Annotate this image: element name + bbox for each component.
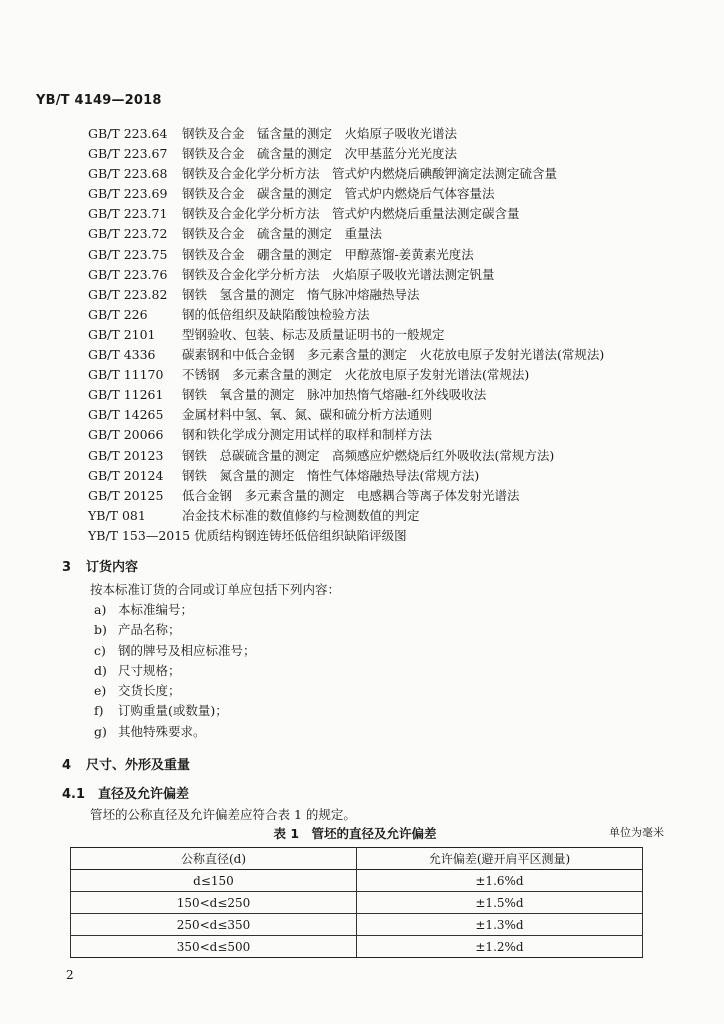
reference-code: GB/T 223.64 <box>88 126 168 141</box>
table-cell: ±1.6%d <box>357 870 643 892</box>
section-4-1-body: 管坯的公称直径及允许偏差应符合表 1 的规定。 <box>90 807 356 822</box>
reference-title: 钢铁及合金化学分析方法 火焰原子吸收光谱法测定钒量 <box>182 266 495 282</box>
section-title: 直径及允许偏差 <box>98 787 190 802</box>
list-item-text: 本标准编号； <box>118 602 194 617</box>
list-marker: a) <box>94 602 107 617</box>
list-marker: e) <box>94 683 107 699</box>
reference-code: GB/T 11170 <box>88 367 164 383</box>
list-item <box>94 681 256 701</box>
list-marker: f) <box>94 703 104 719</box>
reference-title: 钢铁及合金 硫含量的测定 次甲基蓝分光光度法 <box>182 146 458 162</box>
table-row <box>71 914 643 936</box>
reference-code: GB/T 20123 <box>88 447 164 463</box>
order-content-list <box>94 600 256 742</box>
list-item <box>94 722 256 742</box>
reference-title: 不锈钢 多元素含量的测定 火花放电原子发射光谱法(常规法) <box>182 367 530 383</box>
reference-item <box>88 526 688 546</box>
reference-item <box>88 265 688 285</box>
table-cell: 150<d≤250 <box>71 892 357 914</box>
list-item-text: 其他特殊要求。 <box>118 723 206 739</box>
reference-title: 低合金钢 多元素含量的测定 电感耦合等离子体发射光谱法 <box>182 487 520 503</box>
reference-code: YB/T 081 <box>88 507 146 523</box>
reference-item <box>88 245 688 265</box>
reference-title: 钢铁 氢含量的测定 惰气脉冲熔融热导法 <box>182 286 420 302</box>
reference-title: 钢铁及合金化学分析方法 管式炉内燃烧后重量法测定碳含量 <box>182 206 520 222</box>
reference-item <box>88 124 688 144</box>
reference-title: 钢铁及合金化学分析方法 管式炉内燃烧后碘酸钾滴定法测定硫含量 <box>182 166 558 182</box>
section-number: 3 <box>62 560 72 575</box>
reference-item <box>88 486 688 506</box>
reference-code: GB/T 226 <box>88 306 148 322</box>
reference-item <box>88 365 688 385</box>
reference-code: GB/T 223.82 <box>88 286 168 302</box>
reference-code: GB/T 223.69 <box>88 186 168 202</box>
table-cell: 350<d≤500 <box>71 936 357 958</box>
reference-code: GB/T 20124 <box>88 467 164 483</box>
reference-code: GB/T 223.71 <box>88 206 168 222</box>
table-header-row <box>71 848 643 870</box>
list-item-text: 产品名称； <box>118 622 181 638</box>
standard-code: YB/T 4149—2018 <box>36 93 162 108</box>
table-row <box>71 936 643 958</box>
table-cell: ±1.3%d <box>357 914 643 936</box>
section-3-intro: 按本标准订货的合同或订单应包括下列内容： <box>90 582 341 597</box>
reference-title: 优质结构钢连铸坯低倍组织缺陷评级图 <box>194 527 407 543</box>
reference-item <box>88 204 688 224</box>
column-header-diameter: 公称直径(d) <box>71 848 357 870</box>
reference-item <box>88 446 688 466</box>
reference-item <box>88 144 688 164</box>
reference-title: 型钢验收、包装、标志及质量证明书的一般规定 <box>182 326 445 342</box>
list-marker: b) <box>94 622 107 638</box>
reference-code: GB/T 14265 <box>88 407 164 423</box>
section-4-heading <box>62 754 190 773</box>
reference-item <box>88 164 688 184</box>
list-item-text: 钢的牌号及相应标准号； <box>118 642 256 658</box>
reference-title: 金属材料中氢、氧、氮、碳和硫分析方法通则 <box>182 407 433 423</box>
reference-title: 钢铁 氮含量的测定 惰性气体熔融热导法(常规方法) <box>182 467 480 483</box>
reference-title: 冶金技术标准的数值修约与检测数值的判定 <box>182 507 420 523</box>
reference-title: 钢铁 氧含量的测定 脉冲加热惰气熔融-红外线吸收法 <box>182 387 487 403</box>
reference-code: GB/T 20066 <box>88 427 164 443</box>
table-1 <box>70 847 643 958</box>
reference-item <box>88 224 688 244</box>
reference-item <box>88 325 688 345</box>
reference-item <box>88 506 688 526</box>
list-item <box>94 641 256 661</box>
section-number: 4.1 <box>62 787 86 802</box>
reference-code: GB/T 223.72 <box>88 226 168 242</box>
list-item <box>94 661 256 681</box>
list-marker: d) <box>94 662 107 678</box>
reference-title: 碳素钢和中低合金钢 多元素含量的测定 火花放电原子发射光谱法(常规法) <box>182 347 605 363</box>
reference-title: 钢铁及合金 锰含量的测定 火焰原子吸收光谱法 <box>182 126 458 141</box>
reference-item <box>88 425 688 445</box>
list-item-text: 尺寸规格； <box>118 662 181 678</box>
reference-code: GB/T 223.75 <box>88 246 168 262</box>
reference-title: 钢铁及合金 硼含量的测定 甲醇蒸馏-姜黄素光度法 <box>182 246 474 262</box>
section-3-heading <box>62 556 138 575</box>
list-marker: c) <box>94 642 106 658</box>
reference-item <box>88 184 688 204</box>
reference-item <box>88 466 688 486</box>
table-row <box>71 892 643 914</box>
table-1-caption: 表 1 管坯的直径及允许偏差 <box>273 826 437 841</box>
reference-title: 钢的低倍组织及缺陷酸蚀检验方法 <box>182 306 370 322</box>
table-cell: ±1.2%d <box>357 936 643 958</box>
section-title: 尺寸、外形及重量 <box>86 758 191 773</box>
reference-title: 钢和铁化学成分测定用试样的取样和制样方法 <box>182 427 433 443</box>
list-item <box>94 600 256 620</box>
reference-code: GB/T 223.76 <box>88 266 168 282</box>
reference-item <box>88 285 688 305</box>
reference-code: GB/T 4336 <box>88 347 156 363</box>
section-title: 订货内容 <box>86 560 139 575</box>
page-number: 2 <box>66 968 74 982</box>
reference-item <box>88 405 688 425</box>
table-cell: 250<d≤350 <box>71 914 357 936</box>
list-item <box>94 620 256 640</box>
list-item-text: 订购重量(或数量)； <box>118 703 228 719</box>
reference-item <box>88 345 688 365</box>
reference-code: GB/T 223.68 <box>88 166 168 182</box>
section-4-1-heading <box>62 783 189 802</box>
reference-code: GB/T 2101 <box>88 326 156 342</box>
table-cell: d≤150 <box>71 870 357 892</box>
reference-code: GB/T 20125 <box>88 487 164 503</box>
reference-title: 钢铁及合金 碳含量的测定 管式炉内燃烧后气体容量法 <box>182 186 495 202</box>
reference-code: GB/T 223.67 <box>88 146 168 162</box>
section-number: 4 <box>62 758 72 773</box>
reference-title: 钢铁 总碳硫含量的测定 高频感应炉燃烧后红外吸收法(常规方法) <box>182 447 555 463</box>
table-row <box>71 870 643 892</box>
reference-code: YB/T 153—2015 <box>88 527 191 543</box>
reference-item <box>88 385 688 405</box>
normative-references-list <box>88 124 688 546</box>
list-item-text: 交货长度； <box>118 683 181 699</box>
list-item <box>94 701 256 721</box>
reference-item <box>88 305 688 325</box>
table-1-unit: 单位为毫米 <box>609 826 664 839</box>
reference-code: GB/T 11261 <box>88 387 164 403</box>
list-marker: g) <box>94 723 107 739</box>
column-header-tolerance: 允许偏差(避开肩平区测量) <box>357 848 643 870</box>
reference-title: 钢铁及合金 硫含量的测定 重量法 <box>182 226 383 242</box>
table-cell: ±1.5%d <box>357 892 643 914</box>
